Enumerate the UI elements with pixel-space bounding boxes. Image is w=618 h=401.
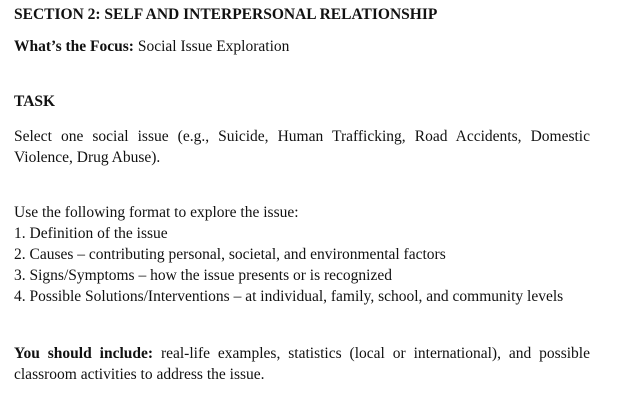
focus-value: Social Issue Exploration <box>137 38 290 55</box>
focus-label: What’s the Focus: <box>14 38 134 55</box>
include-text: real-life examples, statistics (local or international), and possible classroom activities to address the issue. <box>14 345 590 383</box>
task-heading: TASK <box>14 93 56 110</box>
section-title: SECTION 2: SELF AND INTERPERSONAL RELATIONSHIP <box>14 6 438 23</box>
include-label: You should include: <box>14 345 154 362</box>
format-item-2: 2. Causes – contributing personal, societal, and environmental factors <box>14 246 446 263</box>
format-item-1: 1. Definition of the issue <box>14 225 168 242</box>
task-text: Select one social issue (e.g., Suicide, Human Trafficking, Road Accidents, Domestic Violence, Drug Abuse). <box>14 128 590 166</box>
focus-line <box>14 37 289 57</box>
format-item-3: 3. Signs/Symptoms – how the issue presents or is recognized <box>14 267 392 284</box>
document-page <box>14 0 590 401</box>
format-item-4: 4. Possible Solutions/Interventions – at individual, family, school, and community levels <box>14 288 564 305</box>
format-intro: Use the following format to explore the issue: <box>14 204 299 221</box>
include-paragraph <box>14 343 590 385</box>
